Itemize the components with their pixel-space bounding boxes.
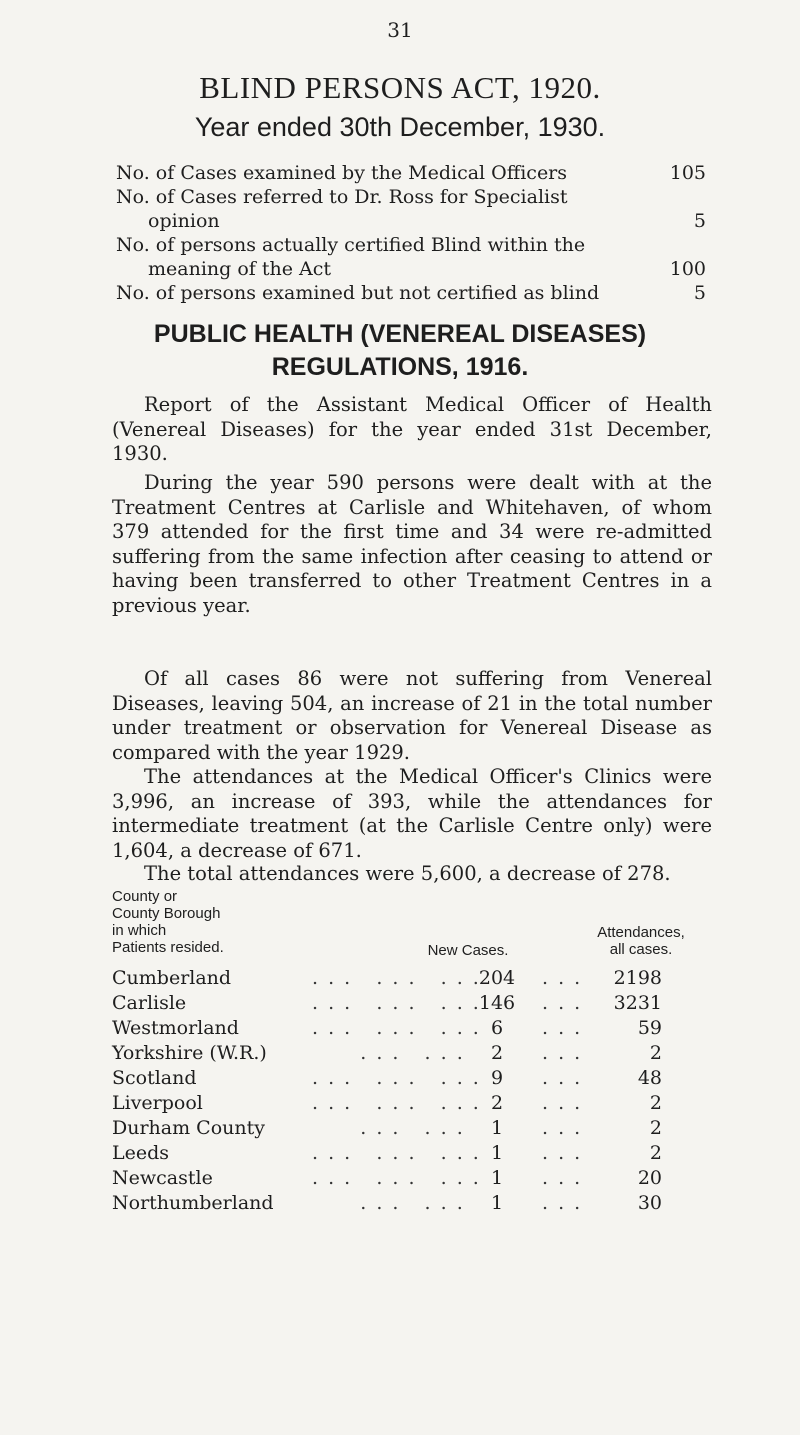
vd-heading-line1: PUBLIC HEALTH (VENEREAL DISEASES) [153, 320, 647, 348]
row-place: Liverpool [112, 1092, 203, 1114]
row-attendances: 2198 [613, 967, 662, 989]
row-attendances: 3231 [613, 992, 662, 1014]
row-label-cont: meaning of the Act [148, 258, 332, 280]
row-attendances: 2 [649, 1142, 662, 1164]
table-row [112, 1142, 712, 1167]
leader-dots: . . . [542, 992, 583, 1014]
blind-row-certified [116, 233, 706, 281]
row-label-cont: opinion [148, 210, 220, 232]
blind-persons-title: BLIND PERSONS ACT, 1920. [199, 70, 601, 105]
leader-dots: . . . [542, 967, 583, 989]
leader-dots: . . . [542, 1042, 583, 1064]
header-line: Patients resided. [112, 939, 224, 956]
table-col-county-header [112, 888, 332, 956]
row-new-cases: 2 [490, 1092, 504, 1114]
row-place: Cumberland [112, 967, 232, 989]
leader-dots: . . . . . . . . . [312, 1067, 481, 1089]
row-label: No. of Cases examined by the Medical Officers [116, 162, 568, 184]
vd-paragraph-total: The total attendances were 5,600, a decrease of 278. [144, 862, 671, 885]
row-place: Carlisle [112, 992, 187, 1014]
row-attendances: 48 [637, 1067, 662, 1089]
header-line: County Borough [112, 905, 221, 922]
vd-paragraph-report: Report of the Assistant Medical Officer of Health (Venereal Diseases) for the year ended 31st December, 1930. [112, 393, 712, 465]
table-row [112, 1042, 712, 1067]
row-new-cases: 146 [478, 992, 516, 1014]
row-place: Leeds [112, 1142, 170, 1164]
row-label: No. of persons actually certified Blind within the [116, 234, 586, 256]
row-attendances: 2 [649, 1117, 662, 1139]
table-row [112, 1017, 712, 1042]
header-line: in which [112, 922, 167, 939]
leader-dots: . . . [542, 1017, 583, 1039]
row-value: 5 [693, 210, 706, 232]
row-new-cases: 9 [490, 1067, 504, 1089]
row-new-cases: 204 [478, 967, 516, 989]
row-new-cases: 1 [490, 1192, 504, 1214]
table-row [112, 992, 712, 1017]
page-number: 31 [387, 18, 413, 42]
row-place: Yorkshire (W.R.) [112, 1042, 267, 1064]
row-label: No. of persons examined but not certified as blind [116, 282, 600, 304]
blind-row-referred [116, 185, 706, 233]
leader-dots: . . . . . . . . . [312, 1142, 481, 1164]
row-place: Durham County [112, 1117, 265, 1139]
row-value: 5 [693, 282, 706, 304]
leader-dots: . . . . . . . . . [312, 967, 481, 989]
row-new-cases: 2 [490, 1042, 504, 1064]
vd-heading-line2: REGULATIONS, 1916. [271, 353, 529, 381]
row-place: Westmorland [112, 1017, 239, 1039]
table-row [112, 1092, 712, 1117]
leader-dots: . . . . . . . . . [312, 1092, 481, 1114]
leader-dots: . . . . . . . . . [312, 1017, 481, 1039]
row-attendances: 30 [637, 1192, 662, 1214]
leader-dots: . . . . . . . . . [312, 992, 481, 1014]
leader-dots: . . . [542, 1067, 583, 1089]
row-value: 105 [669, 162, 706, 184]
table-row [112, 1167, 712, 1192]
leader-dots: . . . [542, 1192, 583, 1214]
row-new-cases: 1 [490, 1167, 504, 1189]
leader-dots: . . . . . . [312, 1042, 465, 1064]
row-new-cases: 6 [490, 1017, 504, 1039]
row-label: No. of Cases referred to Dr. Ross for Specialist [116, 186, 568, 208]
table-row [112, 1117, 712, 1142]
leader-dots: . . . . . . [312, 1117, 465, 1139]
row-value: 100 [669, 258, 706, 280]
vd-paragraph-treatment: During the year 590 persons were dealt with at the Treatment Centres at Carlisle and Whitehaven, of whom 379 attended for the first time and 34 were re-admitted suffering from the same infection after ceasing to attend or having been transferred to other Treatment Centres in a previous year. [112, 471, 712, 617]
table-col-attendances-header [566, 924, 716, 958]
row-attendances: 20 [637, 1167, 662, 1189]
row-attendances: 59 [637, 1017, 662, 1039]
leader-dots: . . . [542, 1092, 583, 1114]
row-place: Northumberland [112, 1192, 274, 1214]
row-attendances: 2 [649, 1092, 662, 1114]
row-place: Scotland [112, 1067, 197, 1089]
table-row [112, 967, 712, 992]
row-attendances: 2 [649, 1042, 662, 1064]
leader-dots: . . . [542, 1142, 583, 1164]
header-line: Attendances, [597, 924, 685, 941]
row-place: Newcastle [112, 1167, 213, 1189]
row-new-cases: 1 [490, 1117, 504, 1139]
vd-paragraph-cases: Of all cases 86 were not suffering from Venereal Diseases, leaving 504, an increase of 21 in the total number under treatment or observation for Venereal Disease as compared with the year 1929. [112, 667, 712, 764]
header-line: County or [112, 888, 178, 905]
leader-dots: . . . . . . [312, 1192, 465, 1214]
row-new-cases: 1 [490, 1142, 504, 1164]
leader-dots: . . . . . . . . . [312, 1167, 481, 1189]
header-line: all cases. [609, 941, 673, 958]
table-row [112, 1192, 712, 1217]
table-row [112, 1067, 712, 1092]
leader-dots: . . . [542, 1167, 583, 1189]
blind-persons-subtitle: Year ended 30th December, 1930. [194, 112, 606, 142]
table-col-newcases-header: New Cases. [427, 942, 509, 959]
vd-paragraph-attendances: The attendances at the Medical Officer's Clinics were 3,996, an increase of 393, while the attendances for intermediate treatment (at the Carlisle Centre only) were 1,604, a decrease of 671. [112, 765, 712, 862]
leader-dots: . . . [542, 1117, 583, 1139]
